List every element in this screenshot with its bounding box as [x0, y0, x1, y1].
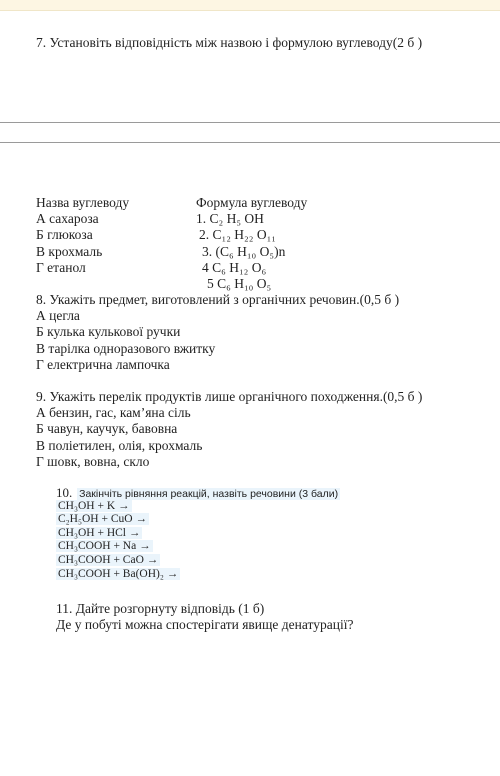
table-row [36, 244, 476, 260]
matching-table [36, 195, 476, 292]
option-item: А цегла [36, 308, 80, 324]
top-banner [0, 0, 500, 11]
divider-bottom [0, 142, 500, 143]
question-8 [36, 292, 476, 373]
equation-item: CH₃OH + K → [58, 499, 130, 512]
name-item: А сахароза [36, 211, 99, 227]
option-item: Б чавун, каучук, бавовна [36, 421, 178, 437]
question-7-text: 7. Установіть відповідність між назвою і формулою вуглеводу(2 б ) [36, 35, 423, 50]
equation-item: CH₃OH + HCl → [58, 526, 141, 539]
table-row [36, 260, 476, 276]
formula-item: 2. C₁₂ H₂₂ O₁₁ [199, 227, 276, 243]
question-10-title: Закінчіть рівняння реакцій, назвіть речовини (3 бали) [79, 488, 339, 500]
equation-item: CH₃COOH + Ba(OH)₂ → [58, 567, 179, 580]
formula-item: 5 C₆ H₁₀ O₅ [207, 275, 272, 291]
table-row [36, 211, 476, 227]
header-name: Назва вуглеводу [36, 195, 130, 210]
question-9 [36, 389, 476, 470]
question-10-header [56, 486, 386, 500]
option-item: Г електрична лампочка [36, 356, 170, 372]
option-item: Г шовк, вовна, скло [36, 453, 150, 469]
question-10-number: 10. [56, 485, 73, 500]
table-header-row [36, 195, 476, 211]
name-item: В крохмаль [36, 243, 103, 259]
header-formula: Формула вуглеводу [196, 195, 308, 210]
question-10 [56, 486, 386, 581]
question-8-text: 8. Укажіть предмет, виготовлений з органічних речовин.(0,5 б ) [36, 292, 400, 307]
table-row [36, 276, 476, 292]
question-9-text: 9. Укажіть перелік продуктів лише органічного походження.(0,5 б ) [36, 389, 423, 404]
option-item: Б кулька кулькової ручки [36, 324, 181, 340]
equation-item: CH₃COOH + CaO → [58, 553, 159, 566]
formula-item: 4 C₆ H₁₂ O₆ [202, 259, 267, 275]
question-11-text: Де у побуті можна спостерігати явище денатурації? [56, 617, 354, 632]
question-11 [56, 601, 476, 633]
option-item: В тарілка одноразового вжитку [36, 340, 216, 356]
option-item: А бензин, гас, кам’яна сіль [36, 405, 191, 421]
formula-item: 3. (C₆ H₁₀ O₅)n [202, 243, 286, 259]
equation-item: C₂H₅OH + CuO → [58, 513, 147, 526]
question-7 [36, 34, 476, 52]
option-item: В поліетилен, олія, крохмаль [36, 437, 203, 453]
table-row [36, 227, 476, 243]
divider-top [0, 122, 500, 123]
equation-item: CH₃COOH + Na → [58, 540, 151, 553]
name-item: Г етанол [36, 259, 86, 275]
name-item: Б глюкоза [36, 227, 93, 243]
question-11-title: 11. Дайте розгорнуту відповідь (1 б) [56, 601, 265, 616]
formula-item: 1. C₂ H₅ OH [196, 211, 264, 227]
